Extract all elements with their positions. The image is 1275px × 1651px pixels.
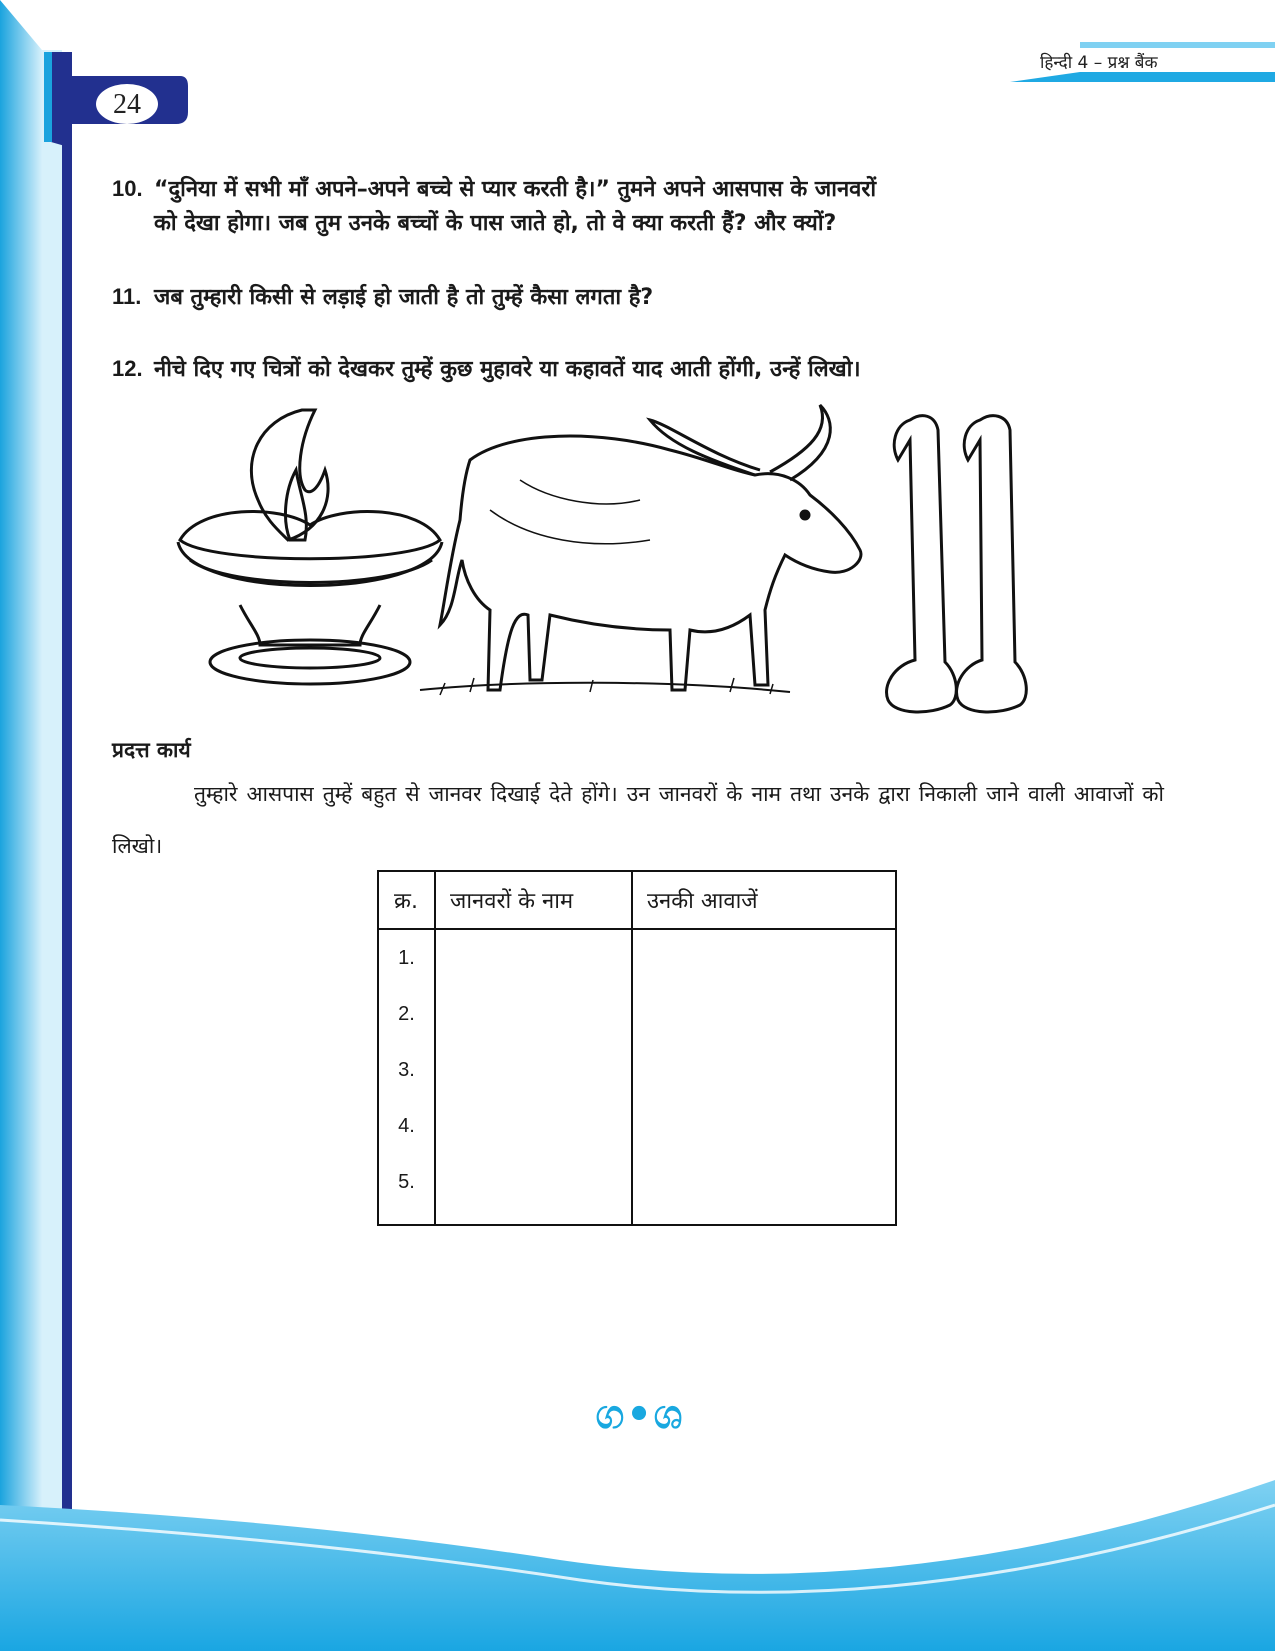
question-text-continued: को देखा होगा। जब तुम उनके बच्चों के पास जाते हो, तो वे क्या करती हैं? और क्यों? [154,211,837,236]
buffalo-icon [420,405,861,695]
footer-ornament: ග•ශ [595,1392,685,1438]
book-title: हिन्दी 4 – प्रश्न बैंक [1040,53,1158,73]
list-item: 4. [398,1115,415,1137]
question-text: “दुनिया में सभी माँ अपने–अपने बच्चे से प्यार करती है।” तुमने अपने आसपास के जानवरों [154,177,877,202]
figures-row [170,400,1090,740]
column-header-serial: क्र. [378,871,435,929]
question-number: 10. [112,176,143,201]
table-body-row [378,929,896,1225]
answer-table [377,870,897,1226]
task-instructions: तुम्हारे आसपास तुम्हें बहुत से जानवर दिखाई देते होंगे। उन जानवरों के नाम तथा उनके द्वारा निकाली जाने वाली आवाजों को लिखो। [112,782,1164,858]
column-header-animal-names: जानवरों के नाम [435,871,632,929]
animal-names-answer-cell[interactable] [435,929,632,1225]
list-item: 3. [398,1059,415,1081]
list-item: 1. [398,947,415,969]
column-header-animal-sounds: उनकी आवाजें [632,871,896,929]
task-heading: प्रदत्त कार्य [112,738,191,762]
page-number: 24 [113,89,141,120]
diya-icon [178,410,442,684]
animal-sounds-answer-cell[interactable] [632,929,896,1225]
list-item: 5. [398,1171,415,1193]
question-11 [112,280,1162,315]
list-item: 2. [398,1003,415,1025]
serial-list [379,930,434,1224]
serial-cell [378,929,435,1225]
question-number: 12. [112,356,143,381]
question-text: नीचे दिए गए चित्रों को देखकर तुम्हें कुछ मुहावरे या कहावतें याद आती होंगी, उन्हें लिखो। [154,357,861,382]
table-header-row [378,871,896,929]
two-fingers-icon [887,416,1027,712]
question-10 [112,172,1162,241]
question-12 [112,352,1162,387]
question-text: जब तुम्हारी किसी से लड़ाई हो जाती है तो तुम्हें कैसा लगता है? [154,285,654,310]
question-number: 11. [112,284,142,309]
